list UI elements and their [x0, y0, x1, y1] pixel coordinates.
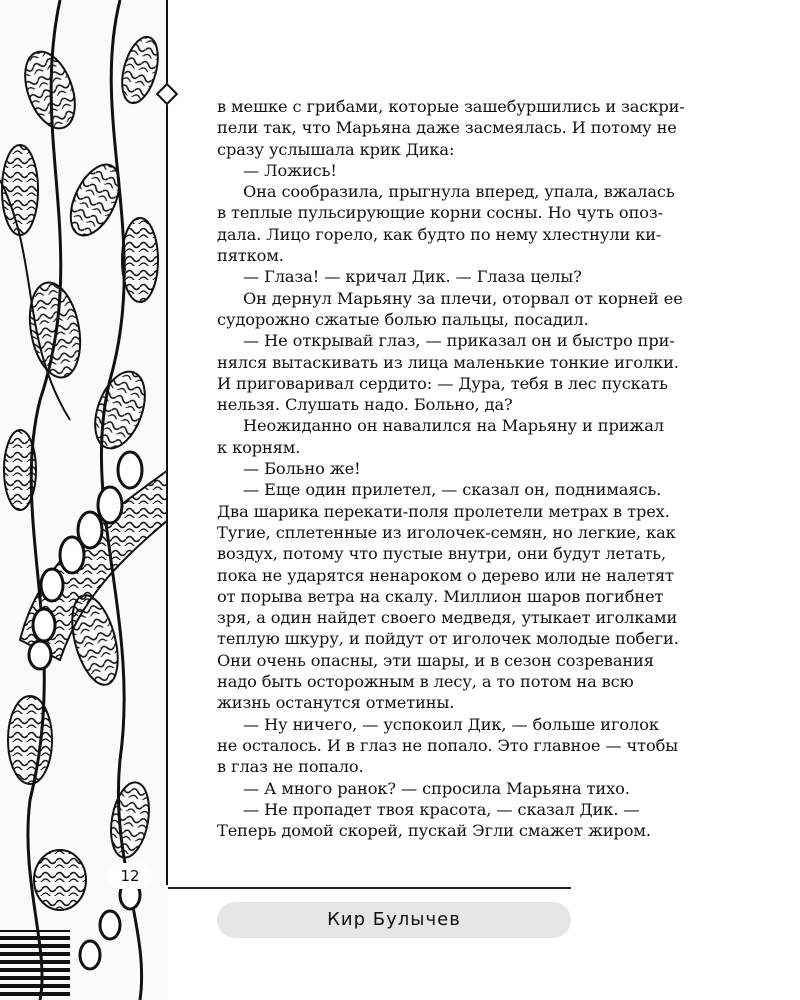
text-line: И приговаривал сердито: — Дура, тебя в лес пускать: [217, 373, 668, 393]
text-line: пятком.: [217, 246, 284, 266]
illustration-border: [166, 0, 168, 885]
running-footer-author: Кир Булычев: [217, 902, 571, 938]
text-line: — Больно же!: [243, 459, 361, 479]
text-line: Теперь домой скорей, пускай Эгли смажет жиром.: [217, 821, 651, 841]
text-line: в теплые пульсирующие корни сосны. Но чуть опоз-: [217, 203, 664, 223]
text-line: Два шарика перекати-поля пролетели метрах в трех.: [217, 501, 670, 521]
text-line: от порыва ветра на скалу. Миллион шаров погибнет: [217, 586, 664, 606]
text-line: не осталось. И в глаз не попало. Это главное — чтобы: [217, 735, 679, 755]
text-line: — Глаза! — кричал Дик. — Глаза целы?: [243, 267, 582, 287]
text-line: Неожиданно он навалился на Марьяну и прижал: [243, 416, 664, 436]
page-number: 12: [108, 863, 152, 889]
text-line: пока не ударятся ненароком о дерево или не налетят: [217, 565, 674, 585]
text-line: — Ну ничего, — успокоил Дик, — больше иголок: [243, 714, 659, 734]
text-line: — А много ранок? — спросила Марьяна тихо.: [243, 778, 630, 798]
text-line: пели так, что Марьяна даже засмеялась. И потому не: [217, 118, 677, 138]
body-text: [217, 96, 705, 841]
text-line: нельзя. Слушать надо. Больно, да?: [217, 395, 513, 415]
text-line: дала. Лицо горело, как будто по нему хлестнули ки-: [217, 224, 662, 244]
text-line: — Не пропадет твоя красота, — сказал Дик. —: [243, 799, 640, 819]
text-line: нялся вытаскивать из лица маленькие тонкие иголки.: [217, 352, 679, 372]
text-line: воздух, потому что пустые внутри, они будут летать,: [217, 544, 667, 564]
text-line: — Ложись!: [243, 160, 337, 180]
text-line: Она сообразила, прыгнула вперед, упала, вжалась: [243, 182, 675, 202]
text-line: Он дернул Марьяну за плечи, оторвал от корней ее: [243, 288, 683, 308]
decorative-illustration: [0, 0, 168, 1000]
text-line: — Еще один прилетел, — сказал он, поднимаясь.: [243, 480, 662, 500]
forest-ornament-icon: [0, 0, 168, 1000]
text-line: теплую шкуру, и пойдут от иголочек молодые побеги.: [217, 629, 679, 649]
text-line: Тугие, сплетенные из иголочек-семян, но легкие, как: [217, 522, 676, 542]
text-line: Они очень опасны, эти шары, и в сезон созревания: [217, 650, 654, 670]
text-line: — Не открывай глаз, — приказал он и быстро при-: [243, 331, 675, 351]
text-line: жизнь останутся отметины.: [217, 693, 455, 713]
text-line: к корням.: [217, 437, 301, 457]
footer-rule: [168, 887, 571, 889]
text-line: в глаз не попало.: [217, 757, 364, 777]
text-line: зря, а один найдет своего медведя, утыкает иголками: [217, 608, 678, 628]
text-line: в мешке с грибами, которые зашебуршились и заскри-: [217, 97, 685, 116]
text-line: судорожно сжатые болью пальцы, посадил.: [217, 309, 589, 329]
text-line: сразу услышала крик Дика:: [217, 139, 455, 159]
text-line: надо быть осторожным в лесу, а то потом на всю: [217, 672, 634, 692]
